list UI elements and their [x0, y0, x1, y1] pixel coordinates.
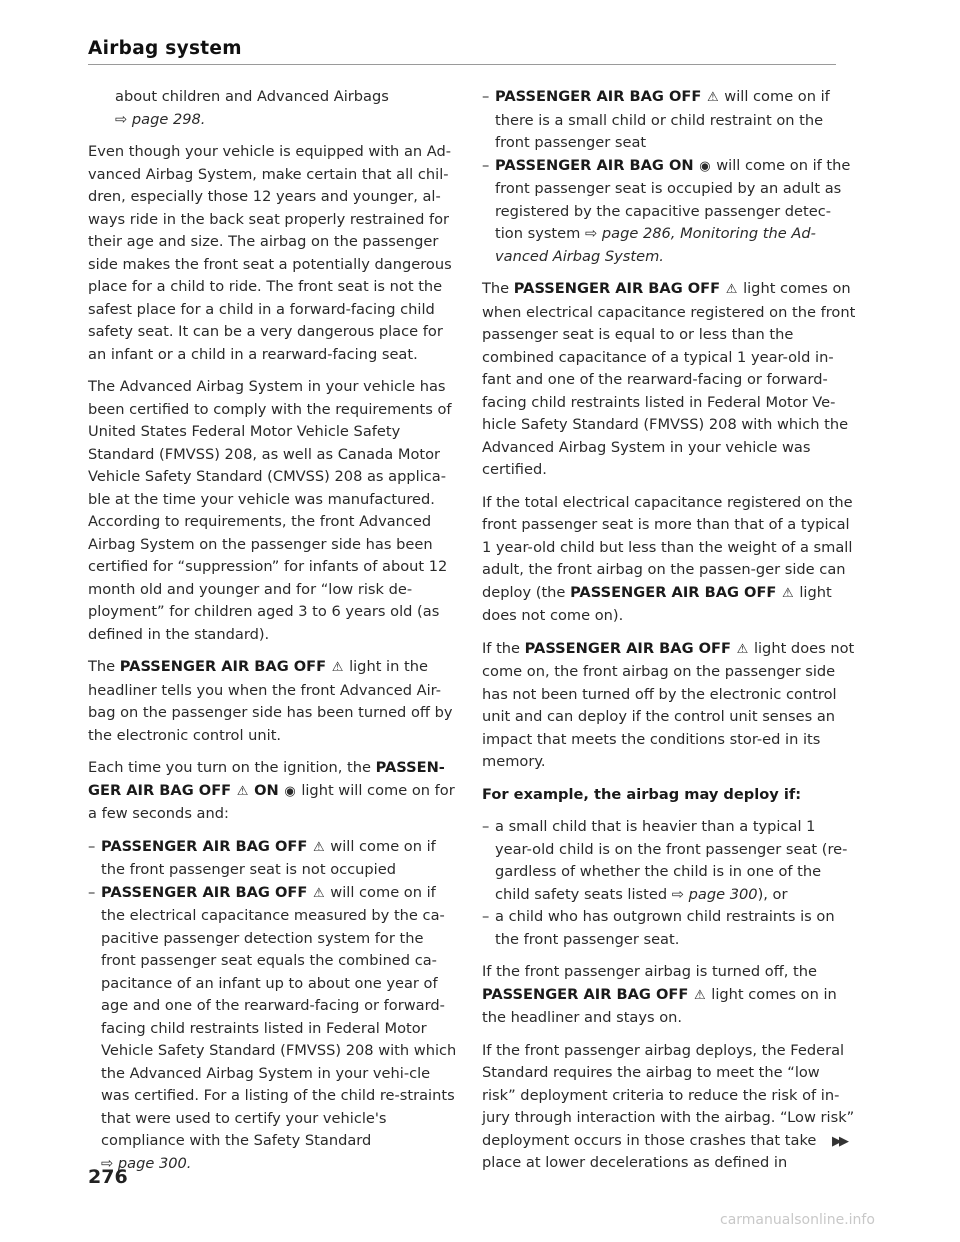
header-rule — [88, 64, 836, 65]
passenger-airbag-off-icon: ⚠︎ — [736, 641, 749, 657]
paragraph: The PASSENGER AIR BAG OFF ⚠︎ light in the headliner tells you when the front Advanced Air-bag on the passenger side has been turned off by the electronic control unit. — [88, 658, 453, 744]
passenger-airbag-off-icon: ⚠︎ — [725, 282, 738, 297]
paragraph: If the front passenger airbag is turned off, the PASSENGER AIR BAG OFF ⚠︎ light comes on in the headliner and stays on. — [482, 963, 837, 1026]
list-item: – PASSENGER AIR BAG OFF ⚠︎ will come on if the front passenger seat is not occupied — [88, 836, 458, 882]
passenger-airbag-off-icon: ⚠︎ — [782, 585, 794, 601]
paragraph: If the front passenger airbag deploys, the Federal Standard requires the airbag to meet the “low risk” deployment criteria to reduce the risk of in-jury through interaction with the airbag. “Low risk” deployment occurs in those crashes that take place at lower decelerations as defined in — [482, 1041, 855, 1171]
page-reference-link[interactable]: ⇨ page 298. — [115, 110, 206, 128]
list-item: – PASSENGER AIR BAG ON ◉ will come on if the front passenger seat is occupied by an adult as registered by the capacitive passenger detec-tion system ⇨ page 286, Monitoring the Ad-vanced Airbag System. — [482, 155, 857, 269]
paragraph: Even though your vehicle is equipped with an Ad-vanced Airbag System, make certain that all chil-dren, especially those 12 years and younger, al-ways ride in the back seat properly restrained for their age and size. The airbag on the passenger side makes the front seat a potentially dangerous place for a child to ride. The front seat is not the safest place for a child in a forward-facing child safety seat. It can be a very dangerous place for an infant or a child in a rearward-facing seat. — [88, 143, 452, 363]
paragraph: If the PASSENGER AIR BAG OFF ⚠︎ light does not come on, the front airbag on the passenger side has not been turned off by the electronic control unit and can deploy if the control unit senses an impact that meets the conditions stor-ed in its memory. — [482, 639, 855, 770]
subheading: For example, the airbag may deploy if: — [482, 785, 802, 803]
page-reference-link[interactable]: ⇨ page 300. — [101, 1154, 192, 1172]
page-number: 276 — [88, 1166, 128, 1188]
right-column — [482, 86, 857, 1185]
passenger-airbag-on-icon: ◉ — [699, 158, 711, 174]
list-item: – PASSENGER AIR BAG OFF ⚠︎ will come on if the electrical capacitance measured by the ca-pacitive passenger detection system for the front passenger seat equals the combined ca-pacitance of an infant up to about one year of age and one of the rearward-facing or forward-facing child restraints listed in Federal Motor Vehicle Safety Standard (FMVSS) 208 with which the Advanced Airbag System in your vehi-cle was certified. For a listing of the child re-straints that were used to certify your vehicle's compliance with the Safety Standard ⇨ page 300. — [88, 882, 458, 1176]
section-title: Airbag system — [88, 38, 242, 59]
continue-arrow-icon: ▶▶ — [832, 1134, 846, 1149]
passenger-airbag-off-icon: ⚠︎ — [312, 839, 325, 855]
passenger-airbag-on-icon: ◉ — [284, 783, 296, 799]
paragraph: The PASSENGER AIR BAG OFF ⚠︎ light comes on when electrical capacitance registered on the front passenger seat is equal to or less than the combined capacitance of a typical 1 year-old in-fant and one of the rearward-facing or forward-facing child restraints listed in Federal Motor Ve-hicle Safety Standard (FMVSS) 208 with which the Advanced Airbag System in your vehicle was certified. — [482, 280, 856, 478]
page-reference-link[interactable]: ⇨ page 300 — [671, 885, 758, 903]
passenger-airbag-off-icon: ⚠︎ — [236, 783, 249, 799]
paragraph-intro: about children and Advanced Airbags ⇨ page 298. — [115, 88, 389, 128]
passenger-airbag-off-icon: ⚠︎ — [706, 90, 719, 105]
watermark: carmanualsonline.info — [720, 1212, 875, 1228]
paragraph: The Advanced Airbag System in your vehicle has been certified to comply with the requirements of United States Federal Motor Vehicle Safety Standard (FMVSS) 208, as well as Canada Motor Vehicle Safety Standard (CMVSS) 208 as applica-ble at the time your vehicle was manufactured. According to requirements, the front Advanced Airbag System on the passenger side has been certified for “suppression” for infants of about 12 month old and younger and for “low risk de-ployment” for children aged 3 to 6 years old (as defined in the standard). — [88, 378, 452, 643]
paragraph: Each time you turn on the ignition, the PASSEN-GER AIR BAG OFF ⚠︎ ON ◉ light will come on for a few seconds and: — [88, 759, 455, 822]
list-item: – PASSENGER AIR BAG OFF ⚠︎ will come on if there is a small child or child restraint on the front passenger seat — [482, 86, 857, 155]
paragraph: If the total electrical capacitance registered on the front passenger seat is more than that of a typical 1 year-old child but less than the weight of a small adult, the front airbag on the passen-ger side can deploy (the PASSENGER AIR BAG OFF ⚠︎ light does not come on). — [482, 493, 853, 624]
page-reference-link[interactable]: ⇨ page 286, Monitoring the Ad-vanced Airbag System. — [495, 225, 816, 265]
passenger-airbag-off-icon: ⚠︎ — [693, 987, 706, 1003]
left-column — [88, 86, 458, 1175]
passenger-airbag-off-icon: ⚠︎ — [331, 660, 344, 675]
list-item: – a child who has outgrown child restraints is on the front passenger seat. — [482, 906, 857, 951]
list-item: – a small child that is heavier than a typical 1 year-old child is on the front passenger seat (re-gardless of whether the child is in one of the child safety seats listed ⇨ page 300), or — [482, 816, 857, 906]
passenger-airbag-off-icon: ⚠︎ — [312, 885, 325, 901]
